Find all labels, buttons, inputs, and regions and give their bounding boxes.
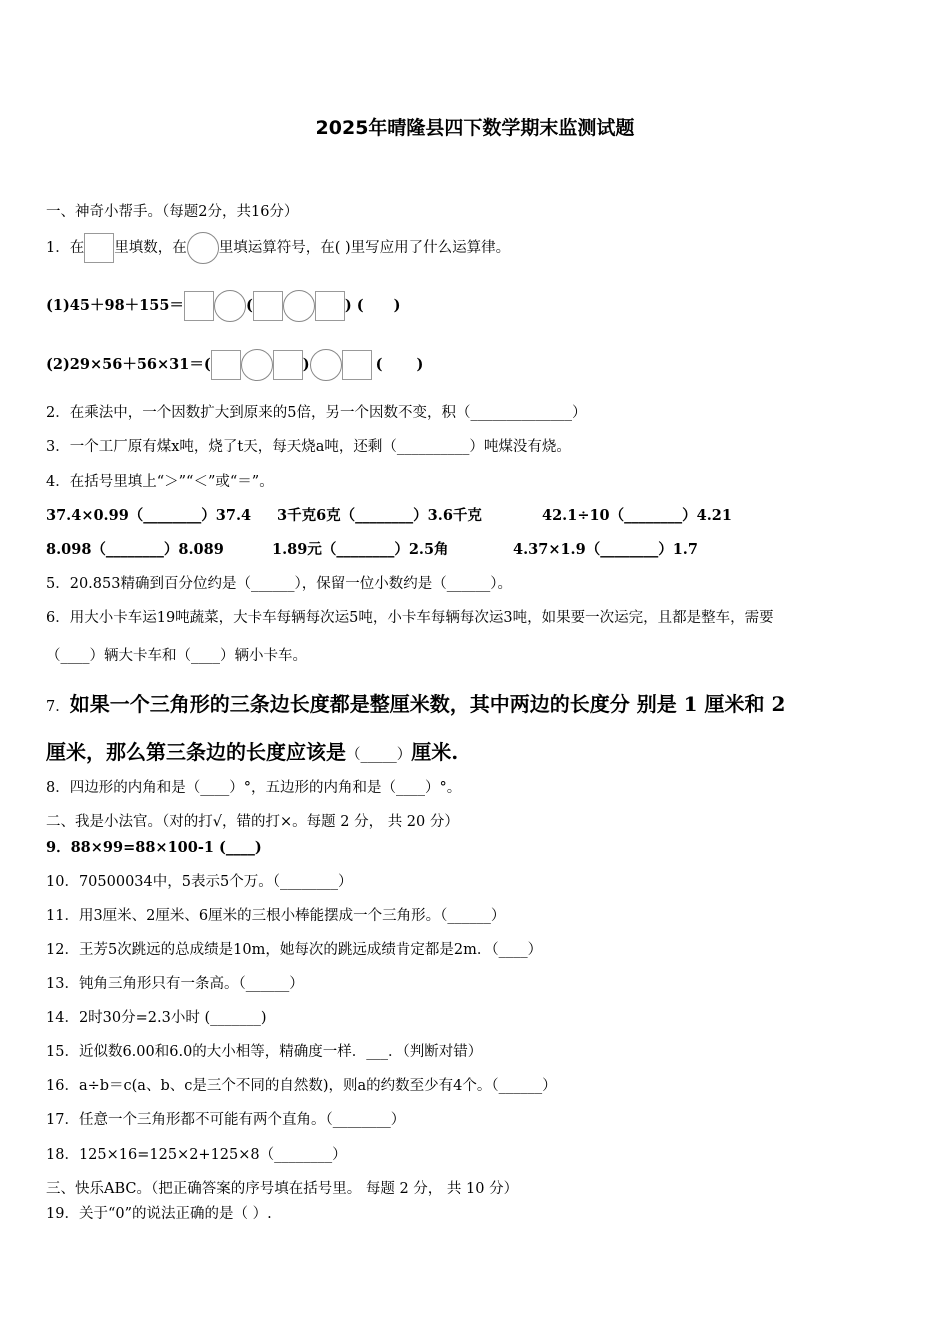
question-11: 11．用3厘米、2厘米、6厘米的三根小棒能摆成一个三角形。（______） <box>46 908 506 924</box>
q4-item-3: 42.1÷10（________）4.21 <box>542 507 732 524</box>
q1-2-paren-open: ( <box>375 356 383 373</box>
answer-circle[interactable] <box>310 349 342 381</box>
q1-1-paren-mid: ) ( <box>344 297 364 314</box>
q7-blank: （_____） <box>346 747 412 763</box>
q1-1-paren-open: ( <box>245 297 253 314</box>
q1-2-paren-end: ) <box>416 356 424 373</box>
q4-item-4: 8.098（________）8.089 <box>46 541 224 558</box>
q4-item-6: 4.37×1.9（________）1.7 <box>513 541 698 558</box>
answer-circle[interactable] <box>283 290 315 322</box>
answer-box[interactable] <box>211 350 241 380</box>
question-1-1 <box>46 290 400 322</box>
question-5: 5．20.853精确到百分位约是（______），保留一位小数约是（______）。 <box>46 576 512 592</box>
answer-box[interactable] <box>315 291 345 321</box>
section-2-header: 二、我是小法官。（对的打√，错的打×。每题 2 分， 共 20 分） <box>46 814 459 830</box>
question-9: 9．88×99=88×100-1 (____) <box>46 839 262 856</box>
section-1-header: 一、神奇小帮手。（每题2分，共16分） <box>46 204 299 220</box>
question-3: 3．一个工厂原有煤x吨，烧了t天，每天烧a吨，还剩（__________）吨煤没有烧。 <box>46 439 571 455</box>
question-4: 4．在括号里填上“＞”“＜”或“＝”。 <box>46 474 274 490</box>
answer-box[interactable] <box>273 350 303 380</box>
q7-number: 7． <box>46 699 70 715</box>
circle-icon <box>187 232 219 264</box>
square-box-icon <box>84 233 114 263</box>
question-12: 12．王芳5次跳远的总成绩是10m，她每次的跳远成绩肯定都是2m．（____） <box>46 942 543 958</box>
q1-number: 1． <box>46 240 70 256</box>
question-18: 18．125×16=125×2+125×8（________） <box>46 1147 347 1163</box>
q7-text-a: 如果一个三角形的三条边长度都是整厘米数，其中两边的长度分 别是 1 厘米和 2 <box>69 692 786 716</box>
question-14: 14．2时30分=2.3小时 (_______) <box>46 1010 267 1026</box>
question-7-line-1 <box>46 690 785 718</box>
q1-1-paren-close: ) <box>393 297 401 314</box>
q1-text-c: 里填运算符号，在( )里写应用了什么运算律。 <box>218 240 511 256</box>
question-13: 13．钝角三角形只有一条高。（______） <box>46 976 304 992</box>
question-16: 16．a÷b＝c(a、b、c是三个不同的自然数)，则a的约数至少有4个。（______） <box>46 1078 557 1094</box>
page-title: 2025年晴隆县四下数学期末监测试题 <box>315 117 635 139</box>
q1-2-prefix: (2)29×56＋56×31＝( <box>46 356 211 373</box>
q4-item-5: 1.89元（________）2.5角 <box>272 541 449 558</box>
q4-item-1: 37.4×0.99（________）37.4 <box>46 507 252 524</box>
question-8: 8．四边形的内角和是（____）°，五边形的内角和是（____）°。 <box>46 780 462 796</box>
q7-text-d: 厘米. <box>411 740 459 764</box>
answer-box[interactable] <box>253 291 283 321</box>
question-6-line-2: （____）辆大卡车和（____）辆小卡车。 <box>46 648 307 664</box>
question-7-line-2 <box>46 738 458 766</box>
question-1 <box>46 232 510 264</box>
answer-box[interactable] <box>342 350 372 380</box>
answer-circle[interactable] <box>241 349 273 381</box>
question-15: 15．近似数6.00和6.0的大小相等，精确度一样．___．（判断对错） <box>46 1044 483 1060</box>
q4-item-2: 3千克6克（________）3.6千克 <box>277 507 482 524</box>
question-6-line-1: 6．用大小卡车运19吨蔬菜，大卡车每辆每次运5吨，小卡车每辆每次运3吨，如果要一次运完，且都是整车，需要 <box>46 610 774 626</box>
answer-box[interactable] <box>184 291 214 321</box>
answer-circle[interactable] <box>214 290 246 322</box>
q1-2-paren-close: ) <box>302 356 310 373</box>
question-17: 17．任意一个三角形都不可能有两个直角。（________） <box>46 1112 406 1128</box>
question-19: 19．关于“0”的说法正确的是（ ）. <box>46 1206 272 1222</box>
q1-text-a: 在 <box>69 240 85 256</box>
question-2: 2．在乘法中，一个因数扩大到原来的5倍，另一个因数不变，积（______________） <box>46 405 587 421</box>
q7-text-b: 厘米，那么第三条边的长度应该是 <box>46 740 346 764</box>
section-3-header: 三、快乐ABC。（把正确答案的序号填在括号里。 每题 2 分， 共 10 分） <box>46 1181 519 1197</box>
question-1-2 <box>46 349 423 381</box>
question-10: 10．70500034中，5表示5个万。（________） <box>46 874 353 890</box>
q1-text-b: 里填数，在 <box>114 240 187 256</box>
q1-1-prefix: (1)45＋98＋155＝ <box>46 297 184 314</box>
